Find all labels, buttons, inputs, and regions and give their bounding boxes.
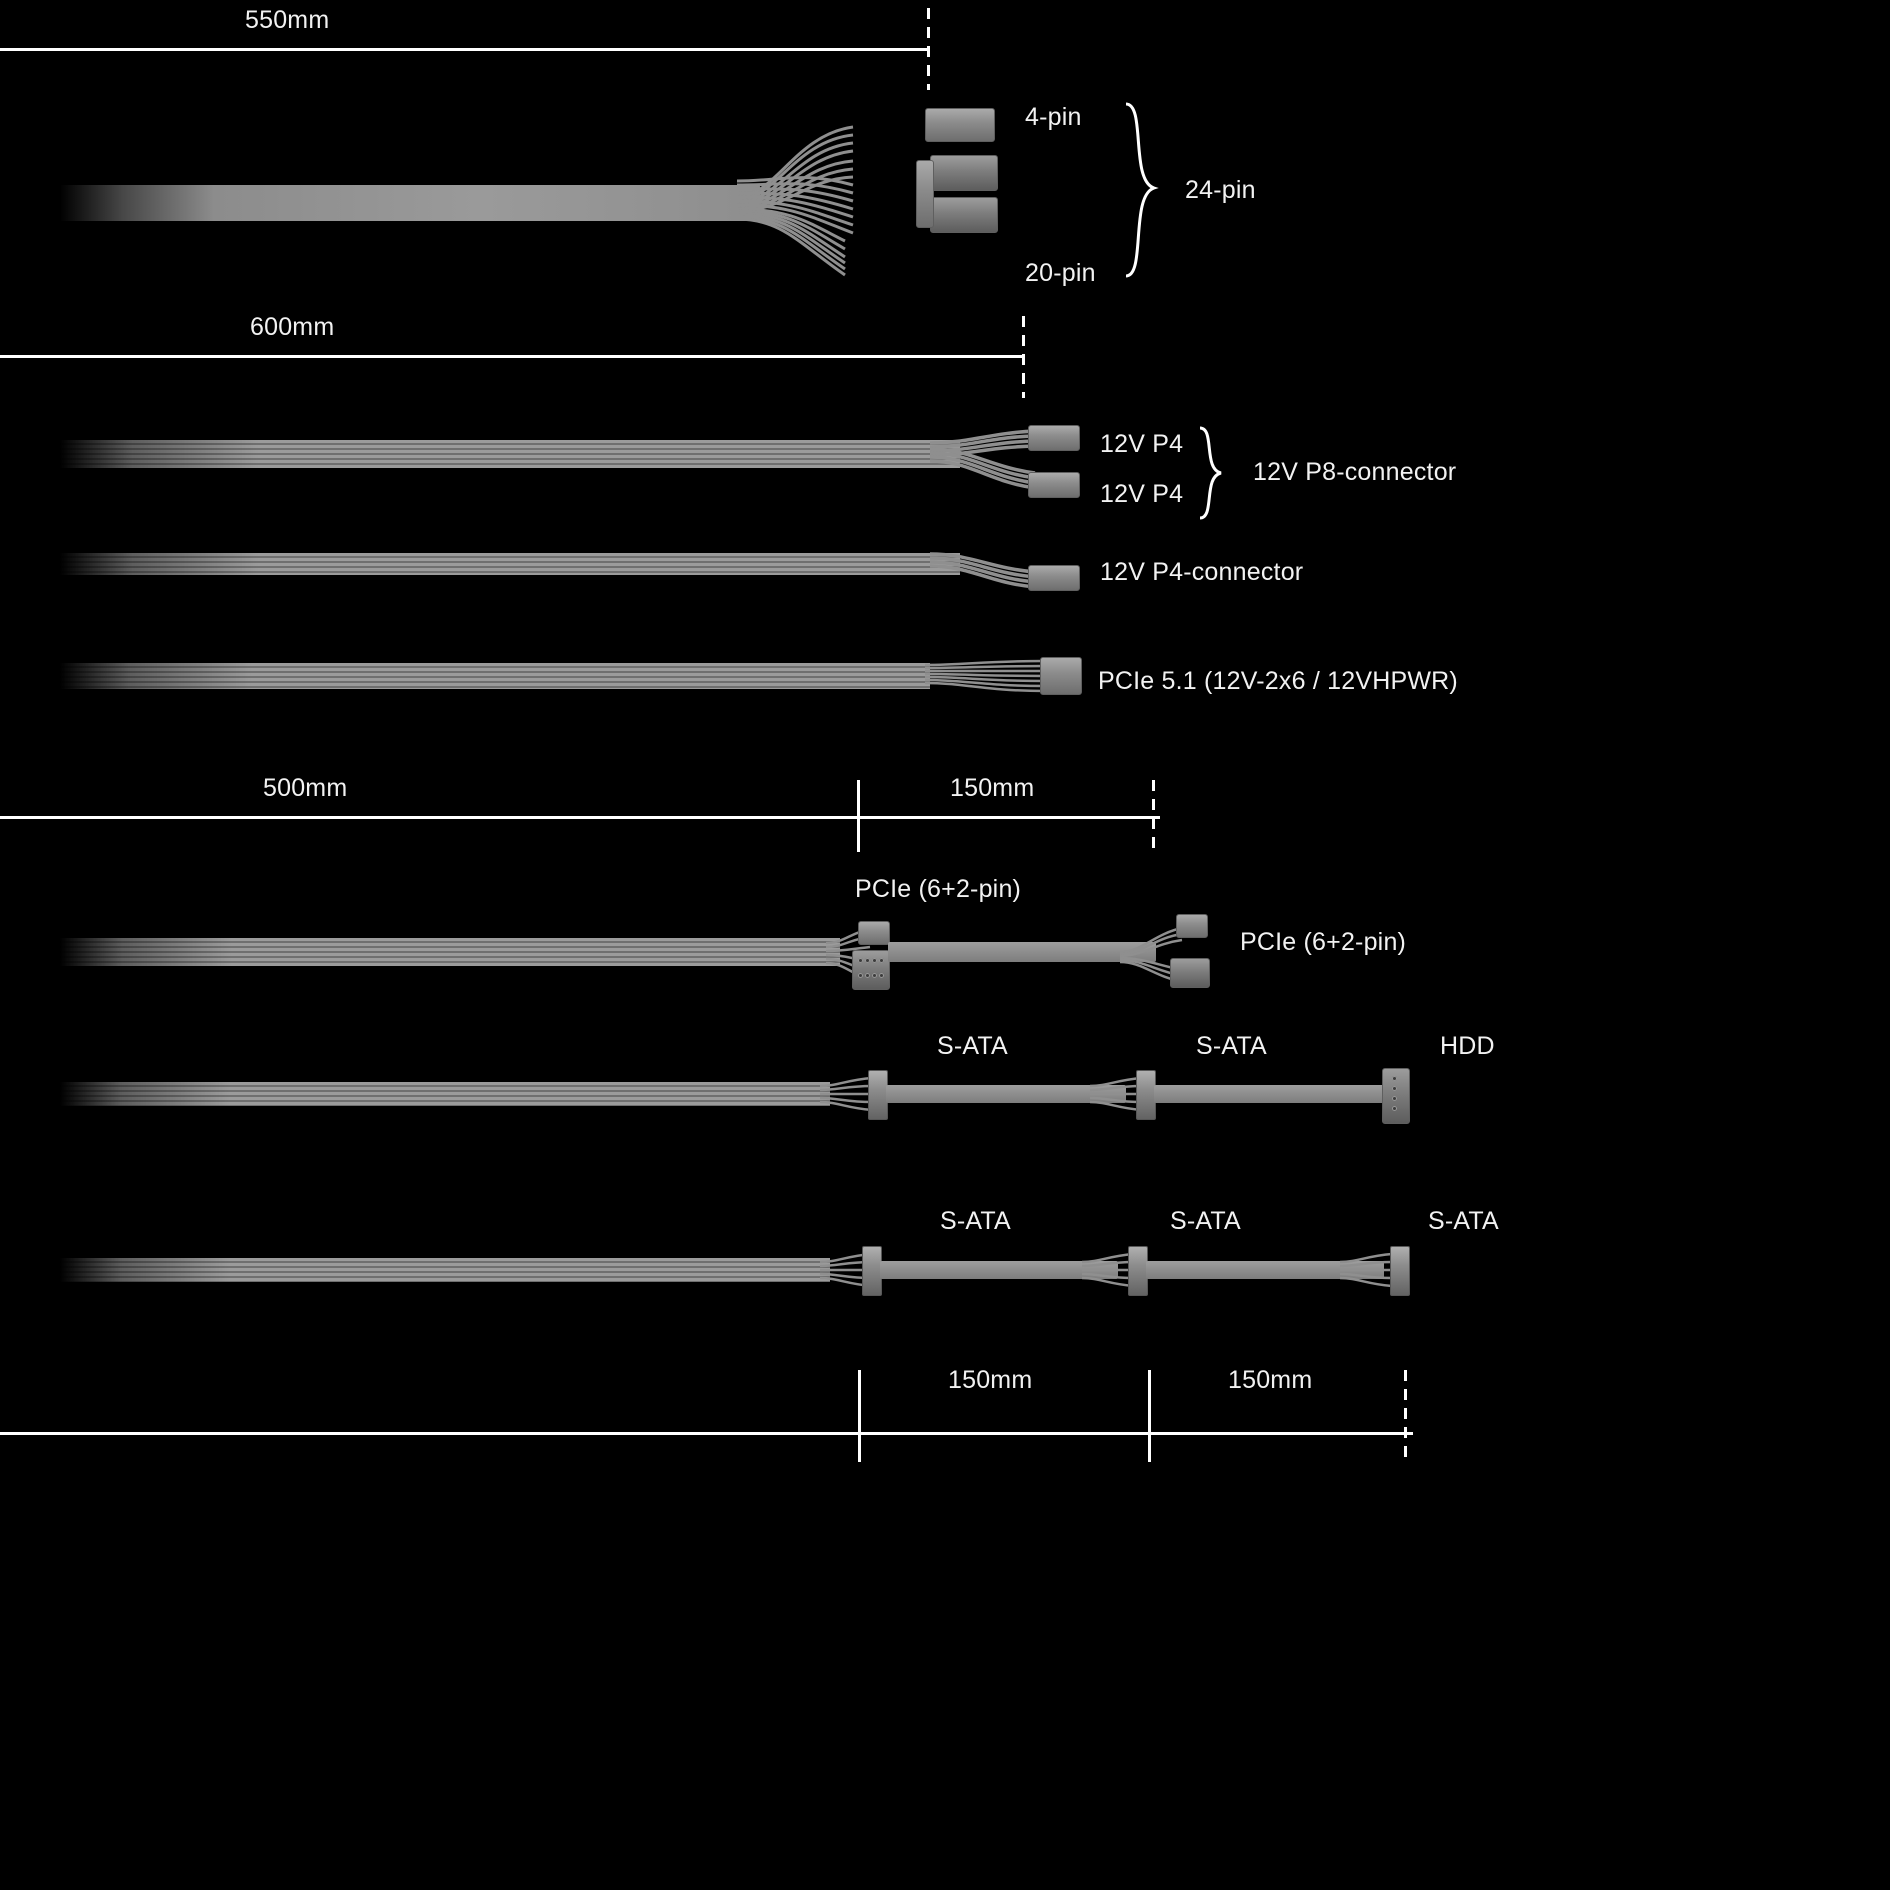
cable-sata-hdd-body [60,1082,830,1106]
dimension-line-500mm [0,816,1160,819]
cable-pcie62-body [60,938,840,966]
dimension-line-bottom [0,1432,1413,1435]
connector-atx-20pin-spine [916,160,934,228]
brace-12v-p8 [1195,425,1235,525]
dimension-tick-bottom-3 [1404,1370,1407,1462]
label-sata-b3: S-ATA [1428,1207,1499,1235]
dimension-tick-bottom-1 [858,1370,861,1462]
dimension-label-150mm-right: 150mm [1228,1366,1313,1394]
connector-pcie-6plus2-second-upper [1176,914,1208,938]
connector-12v-p4 [1028,565,1080,591]
dimension-line-550mm [0,48,930,51]
cable-atx-24pin-body [60,185,760,221]
cable-pcie62-midspan [888,942,1156,962]
dimension-label-500mm: 500mm [263,774,348,802]
connector-eps-p4-bottom [1028,472,1080,498]
label-12v-p8-connector: 12V P8-connector [1253,458,1457,486]
connector-sata-5 [1390,1246,1410,1296]
pinrow-hdd-molex [1392,1076,1397,1111]
dimension-label-600mm: 600mm [250,313,335,341]
label-12v-p4-bottom: 12V P4 [1100,480,1184,508]
label-sata-b1: S-ATA [940,1207,1011,1235]
label-pcie-6plus2-top: PCIe (6+2-pin) [855,875,1022,903]
label-sata-a1: S-ATA [937,1032,1008,1060]
label-hdd: HDD [1440,1032,1495,1060]
connector-pcie-6plus2-first-upper [858,921,890,945]
cable-eps-p4-body [60,553,960,575]
connector-sata-4 [1128,1246,1148,1296]
dimension-label-150mm-left: 150mm [948,1366,1033,1394]
pinrow-pcie-6plus2-first-row2 [858,973,884,978]
dimension-label-150mm-top: 150mm [950,774,1035,802]
connector-pcie-6plus2-second-lower [1170,958,1210,988]
connector-atx-20pin-lower [930,197,998,233]
label-pcie-6plus2-right: PCIe (6+2-pin) [1240,928,1407,956]
cable-sata-triple-body [60,1258,830,1282]
label-pcie-51: PCIe 5.1 (12V-2x6 / 12VHPWR) [1098,667,1458,695]
cable-pcie51-fanout [925,655,1055,703]
brace-24pin [1120,100,1170,280]
connector-atx-20pin-upper [930,155,998,191]
connector-pcie-12vhpwr [1040,657,1082,695]
label-4-pin: 4-pin [1025,103,1082,131]
dimension-tick-550mm [927,8,930,90]
cable-sata-span-2 [1154,1085,1384,1103]
connector-eps-p4-top [1028,425,1080,451]
cable-pcie51-body [60,663,930,689]
label-12v-p4-connector: 12V P4-connector [1100,558,1304,586]
connector-sata-1 [868,1070,888,1120]
dimension-label-550mm: 550mm [245,6,330,34]
label-24-pin: 24-pin [1185,176,1256,204]
connector-sata-2 [1136,1070,1156,1120]
connector-atx-4pin [925,108,995,142]
dimension-tick-600mm [1022,316,1025,398]
label-sata-a2: S-ATA [1196,1032,1267,1060]
dimension-tick-500mm [857,780,860,852]
dimension-line-600mm [0,355,1025,358]
dimension-tick-150mm-top [1152,780,1155,852]
dimension-tick-bottom-2 [1148,1370,1151,1462]
cable-eps-p8-body [60,440,960,468]
connector-pcie-6plus2-first-lower [852,950,890,990]
connector-sata-3 [862,1246,882,1296]
pinrow-pcie-6plus2-first [858,958,884,963]
label-sata-b2: S-ATA [1170,1207,1241,1235]
label-20-pin: 20-pin [1025,259,1096,287]
cable-atx-24pin-fanout [735,105,945,295]
label-12v-p4-top: 12V P4 [1100,430,1184,458]
